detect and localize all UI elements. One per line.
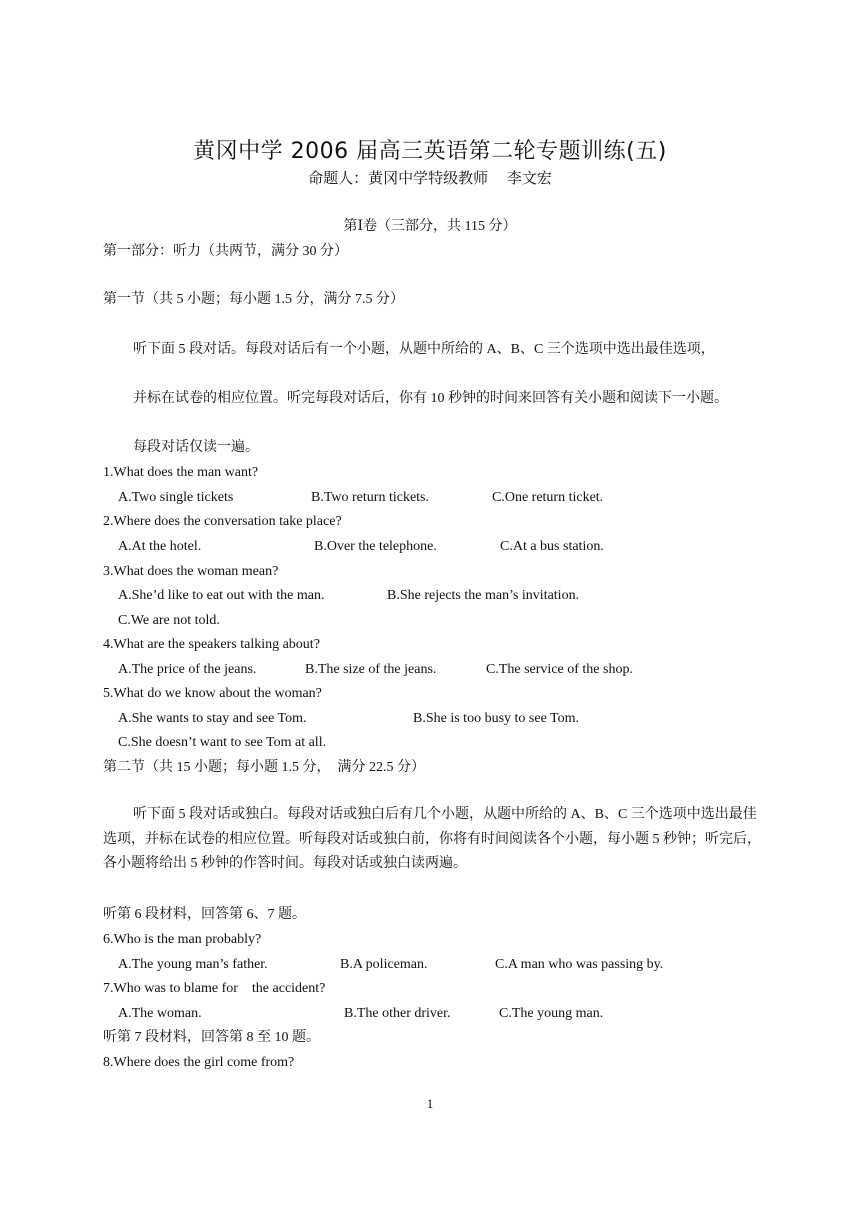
section2-instructions: 听下面 5 段对话或独白。每段对话或独白后有几个小题，从题中所给的 A、B、C 三个选项中选出最佳选项，并标在试卷的相应位置。听每段对话或独白前，你将有时间阅读各个小题，每小题 5 秒钟；听完后，各小题将给出 5 秒钟的作答时间。每段对话或独白读两遍。	[103, 807, 761, 871]
q4-option-b: B.The size of the jeans.	[305, 662, 437, 677]
q4-option-a: A.The price of the jeans.	[118, 662, 257, 677]
q1-option-a: A.Two single tickets	[118, 490, 234, 505]
q6-option-a: A.The young man’s father.	[118, 957, 268, 972]
q6-option-c: C.A man who was passing by.	[495, 957, 664, 972]
q1-option-c: C.One return ticket.	[492, 490, 604, 505]
q6-option-b: B.A policeman.	[340, 957, 428, 972]
author-line: 命题人：黄冈中学特级教师 李文宏	[308, 171, 552, 187]
section2-heading: 第二节（共 15 小题；每小题 1.5 分， 满分 22.5 分）	[103, 760, 425, 775]
material-7-heading: 听第 7 段材料，回答第 8 至 10 题。	[103, 1030, 320, 1045]
document-title: 黄冈中学 2006 届高三英语第二轮专题训练(五)	[193, 139, 667, 164]
q7-option-c: C.The young man.	[499, 1006, 604, 1021]
q7-option-b: B.The other driver.	[344, 1006, 451, 1021]
q5-option-c: C.She doesn’t want to see Tom at all.	[118, 735, 327, 750]
question-6: 6.Who is the man probably?	[103, 932, 262, 947]
question-2: 2.Where does the conversation take place?	[103, 514, 342, 529]
question-5: 5.What do we know about the woman?	[103, 686, 322, 701]
part1-heading: 第一部分：听力（共两节，满分 30 分）	[103, 244, 348, 259]
question-3: 3.What does the woman mean?	[103, 564, 279, 579]
q2-option-a: A.At the hotel.	[118, 539, 202, 554]
question-1: 1.What does the man want?	[103, 465, 259, 480]
question-8: 8.Where does the girl come from?	[103, 1055, 295, 1070]
q5-option-a: A.She wants to stay and see Tom.	[118, 711, 307, 726]
question-4: 4.What are the speakers talking about?	[103, 637, 320, 652]
q5-option-b: B.She is too busy to see Tom.	[413, 711, 579, 726]
q3-option-c: C.We are not told.	[118, 613, 220, 628]
material-6-heading: 听第 6 段材料，回答第 6、7 题。	[103, 907, 306, 922]
q4-option-c: C.The service of the shop.	[486, 662, 633, 677]
q2-option-b: B.Over the telephone.	[314, 539, 437, 554]
page-number: 1	[426, 1096, 434, 1111]
q3-option-a: A.She’d like to eat out with the man.	[118, 588, 325, 603]
instruction-line-2: 并标在试卷的相应位置。听完每段对话后，你有 10 秒钟的时间来回答有关小题和阅读下一小题。	[133, 391, 728, 406]
section1-heading: 第一节（共 5 小题；每小题 1.5 分，满分 7.5 分）	[103, 292, 404, 307]
instruction-line-3: 每段对话仅读一遍。	[133, 440, 259, 455]
q2-option-c: C.At a bus station.	[500, 539, 604, 554]
instruction-line-1: 听下面 5 段对话。每段对话后有一个小题，从题中所给的 A、B、C 三个选项中选出最佳选项，	[133, 342, 715, 357]
q1-option-b: B.Two return tickets.	[311, 490, 429, 505]
q7-option-a: A.The woman.	[118, 1006, 202, 1021]
volume-heading: 第Ⅰ卷（三部分，共 115 分）	[343, 219, 517, 234]
q3-option-b: B.She rejects the man’s invitation.	[387, 588, 580, 603]
question-7: 7.Who was to blame for the accident?	[103, 981, 326, 996]
